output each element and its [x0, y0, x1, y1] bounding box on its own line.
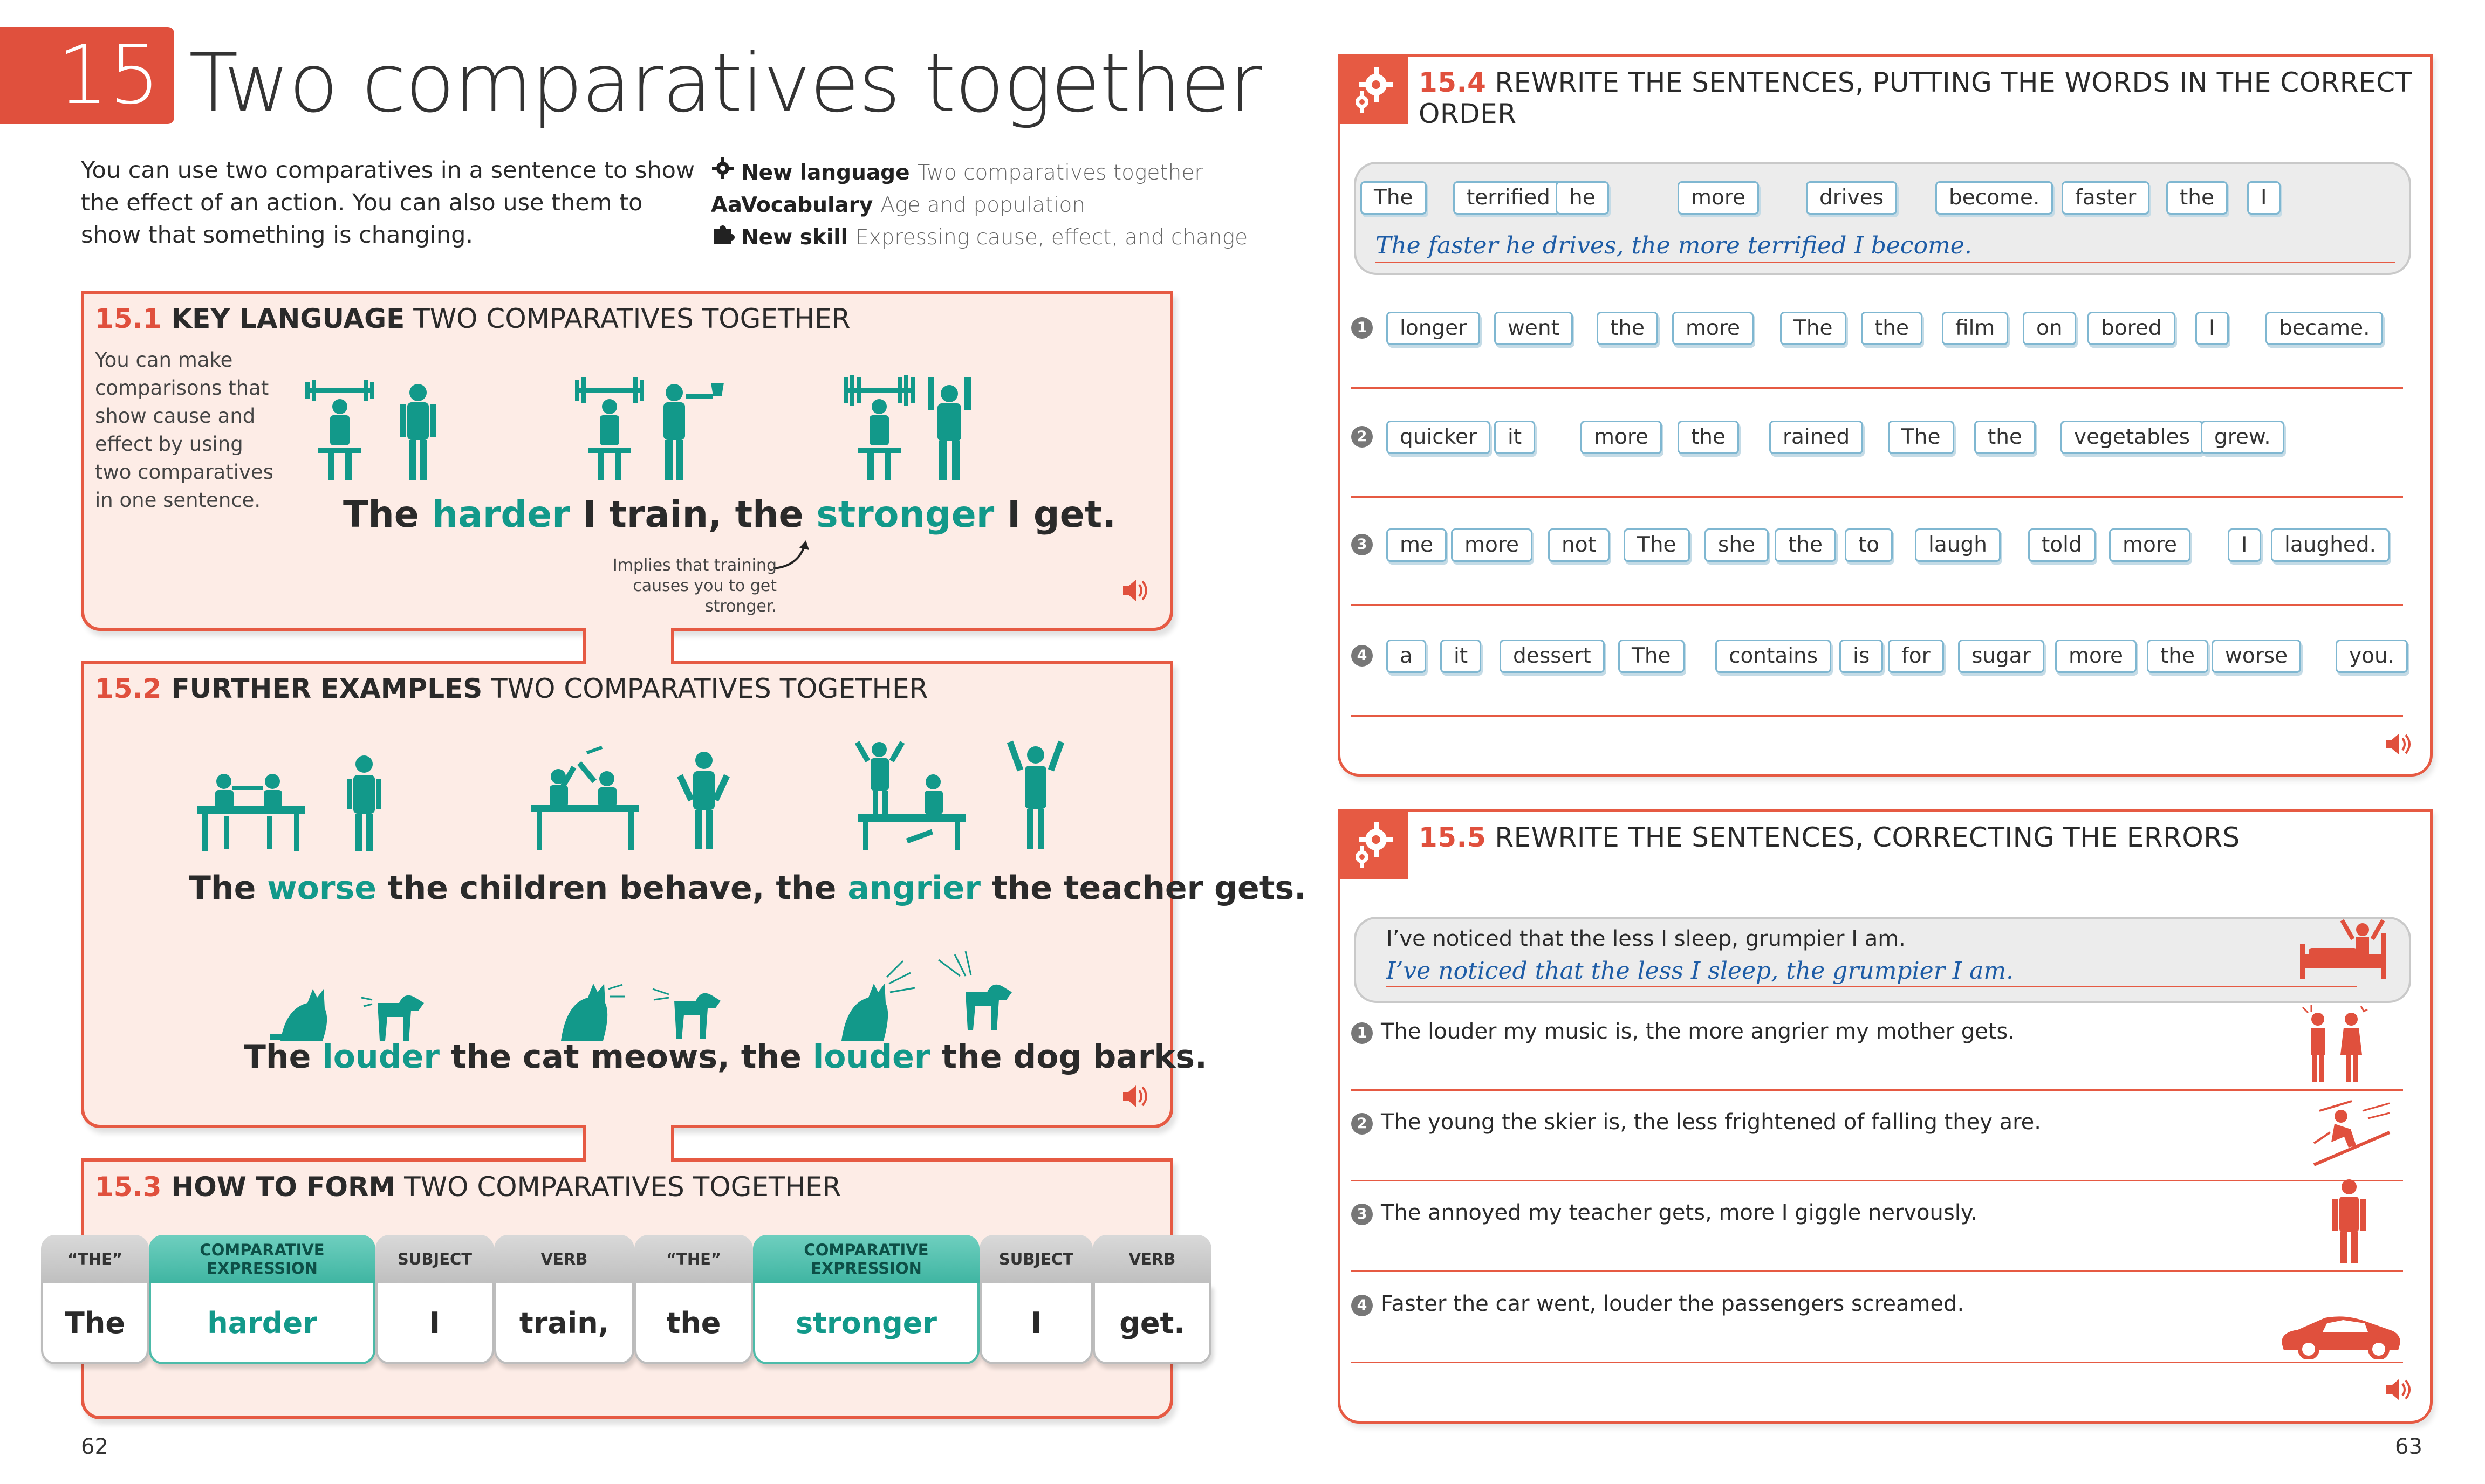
page-number-right: 63 [2395, 1434, 2422, 1459]
speaker-icon[interactable] [2384, 731, 2413, 764]
weightlifter-figure-1 [302, 372, 453, 480]
example-question-15-5: I’ve noticed that the less I sleep, grumpier I am. [1386, 926, 1906, 951]
word-tile[interactable]: on [2023, 312, 2076, 345]
answer-line[interactable] [1351, 1270, 2403, 1272]
word-tile[interactable]: the [1974, 421, 2036, 454]
item-number: 1 [1351, 317, 1373, 339]
chapter-number: 15 [0, 27, 174, 124]
word-tile[interactable]: a [1386, 640, 1426, 673]
word-tile[interactable]: The [1624, 528, 1690, 562]
word-tile[interactable]: the [1678, 421, 1739, 454]
answer-line[interactable] [1351, 496, 2403, 498]
item-number: 3 [1351, 534, 1373, 555]
word-tile[interactable]: more [1678, 181, 1759, 215]
heading-15-2: 15.2 FURTHER EXAMPLES TWO COMPARATIVES TOGETHER [95, 673, 928, 704]
word-tile[interactable]: me [1386, 528, 1447, 562]
panel-connector [586, 1156, 671, 1164]
word-tile[interactable]: the [1597, 312, 1658, 345]
formula-piece-the: “THE” the [634, 1235, 753, 1364]
meta-list [711, 156, 1248, 254]
word-tile[interactable]: vegetables [2060, 421, 2203, 454]
word-tile[interactable]: went [1494, 312, 1573, 345]
formula-piece-subject: SUBJECT I [375, 1235, 494, 1364]
question-text: Faster the car went, louder the passengers screamed. [1381, 1291, 1964, 1316]
speaker-icon[interactable] [2384, 1376, 2413, 1410]
answer-line[interactable] [1351, 1089, 2403, 1091]
word-tile[interactable]: film [1942, 312, 2008, 345]
formula-piece-the: “THE” The [41, 1235, 149, 1364]
speaker-icon[interactable] [1121, 577, 1150, 610]
panel-connector [583, 628, 674, 663]
cat-dog-figure-3 [831, 949, 1025, 1046]
word-tile[interactable]: dessert [1500, 640, 1605, 673]
word-tile[interactable]: more [1672, 312, 1754, 345]
puzzle-icon [711, 221, 741, 254]
note-text: Implies that training causes you to get stronger. [612, 556, 777, 616]
word-tile[interactable]: more [2055, 640, 2137, 673]
classroom-figure-1 [191, 752, 396, 855]
word-tile[interactable]: I [2228, 528, 2261, 562]
angry-people-icon [2301, 1004, 2371, 1085]
formula-piece-comparative: COMPARATIVE EXPRESSION harder [149, 1235, 375, 1364]
item-number: 3 [1351, 1204, 1373, 1225]
question-text: The annoyed my teacher gets, more I giggle nervously. [1381, 1200, 1977, 1225]
answer-line[interactable] [1351, 715, 2403, 717]
note-arrow [771, 539, 814, 572]
bed-icon [2298, 917, 2390, 981]
word-tile[interactable]: it [1494, 421, 1535, 454]
word-tile[interactable]: for [1888, 640, 1944, 673]
meta-new-language: New language Two comparatives together [711, 156, 1248, 189]
word-tile[interactable]: the [2166, 181, 2228, 215]
vocabulary-icon: Aa [711, 193, 742, 217]
example-answer-15-4: The faster he drives, the more terrified I become. [1375, 232, 1972, 259]
cat-dog-figure-1 [270, 971, 442, 1046]
panel-connector [586, 659, 671, 667]
heading-15-1: 15.1 KEY LANGUAGE TWO COMPARATIVES TOGETHER [95, 303, 851, 334]
word-tile[interactable]: the [1861, 312, 1922, 345]
word-tile[interactable]: more [1451, 528, 1532, 562]
classroom-figure-2 [526, 744, 742, 852]
item-number: 2 [1351, 1113, 1373, 1135]
answer-line [1375, 262, 2395, 263]
weightlifter-figure-2 [572, 372, 728, 480]
skier-icon [2309, 1100, 2395, 1170]
word-tile[interactable]: worse [2212, 640, 2301, 673]
item-number: 4 [1351, 1295, 1373, 1316]
word-tile[interactable]: to [1845, 528, 1893, 562]
item-number: 4 [1351, 645, 1373, 667]
item-number: 2 [1351, 426, 1373, 448]
question-text: The young the skier is, the less frightened of falling they are. [1381, 1110, 2042, 1135]
heading-15-5: 15.5 REWRITE THE SENTENCES, CORRECTING THE ERRORS [1419, 822, 2240, 853]
word-tile[interactable]: terrified [1453, 181, 1564, 215]
meta-new-skill: New skill Expressing cause, effect, and change [711, 221, 1248, 254]
word-tile[interactable]: longer [1386, 312, 1480, 345]
word-tile[interactable]: faster [2062, 181, 2149, 215]
cat-dog-figure-2 [550, 965, 744, 1046]
word-tile[interactable]: rained [1769, 421, 1863, 454]
word-tile[interactable]: The [1360, 181, 1427, 215]
word-tile[interactable]: sugar [1958, 640, 2044, 673]
example-sentence-2: The louder the cat meows, the louder the dog barks. [244, 1038, 1207, 1076]
answer-line[interactable] [1351, 387, 2403, 389]
word-tile[interactable]: he [1556, 181, 1609, 215]
word-tile[interactable]: bored [2087, 312, 2175, 345]
gear-tab-15-4 [1338, 54, 1408, 124]
gear-icon [1347, 63, 1399, 115]
example-answer-15-5: I’ve noticed that the less I sleep, the grumpier I am. [1386, 957, 2014, 985]
word-tile[interactable]: laugh [1915, 528, 2001, 562]
word-tile[interactable]: I [2195, 312, 2229, 345]
word-tile[interactable]: grew. [2201, 421, 2284, 454]
formula-piece-subject: SUBJECT I [980, 1235, 1093, 1364]
word-tile[interactable]: drives [1806, 181, 1897, 215]
word-tile[interactable]: told [2028, 528, 2096, 562]
formula-piece-comparative: COMPARATIVE EXPRESSION stronger [753, 1235, 980, 1364]
key-sentence: The harder I train, the stronger I get. [343, 493, 1117, 536]
side-text-15-1: You can make comparisons that show cause and effect by using two comparatives in one sentence. [95, 348, 273, 512]
meta-vocabulary: Aa Vocabulary Age and population [711, 189, 1248, 221]
page-number-left: 62 [81, 1434, 108, 1459]
word-tile[interactable]: quicker [1386, 421, 1490, 454]
word-tile[interactable]: it [1440, 640, 1481, 673]
answer-line[interactable] [1351, 1362, 2403, 1363]
answer-line [1386, 986, 2357, 987]
word-tile[interactable]: became. [2265, 312, 2383, 345]
heading-15-3: 15.3 HOW TO FORM TWO COMPARATIVES TOGETHER [95, 1171, 841, 1203]
speaker-icon[interactable] [1121, 1083, 1150, 1116]
word-tile[interactable]: she [1704, 528, 1769, 562]
word-tile[interactable]: I [2247, 181, 2281, 215]
word-tile[interactable]: contains [1715, 640, 1831, 673]
item-number: 1 [1351, 1022, 1373, 1044]
chapter-title: Two comparatives together [189, 37, 1262, 130]
word-tile[interactable]: The [1780, 312, 1846, 345]
word-tile[interactable]: more [1580, 421, 1662, 454]
formula-piece-verb: VERB train, [494, 1235, 634, 1364]
word-tile[interactable]: The [1888, 421, 1954, 454]
weightlifter-figure-3 [841, 372, 982, 480]
word-tile[interactable]: more [2109, 528, 2190, 562]
gear-icon [711, 156, 741, 189]
gear-icon [1347, 818, 1399, 870]
answer-line[interactable] [1351, 604, 2403, 606]
word-tile[interactable]: the [2147, 640, 2208, 673]
word-tile[interactable]: laughed. [2271, 528, 2390, 562]
word-tile[interactable]: you. [2336, 640, 2408, 673]
gear-tab-15-5 [1338, 809, 1408, 879]
word-tile[interactable]: the [1775, 528, 1836, 562]
answer-line[interactable] [1351, 1180, 2403, 1181]
word-tile[interactable]: become. [1935, 181, 2053, 215]
example-sentence-1: The worse the children behave, the angrier the teacher gets. [189, 869, 1306, 907]
formula-piece-verb: VERB get. [1093, 1235, 1211, 1364]
question-text: The louder my music is, the more angrier my mother gets. [1381, 1019, 2015, 1044]
word-tile[interactable]: is [1839, 640, 1883, 673]
word-tile[interactable]: The [1618, 640, 1685, 673]
car-icon [2276, 1310, 2406, 1359]
heading-15-4: 15.4 REWRITE THE SENTENCES, PUTTING THE WORDS IN THE CORRECT ORDER [1419, 67, 2412, 129]
classroom-figure-3 [852, 739, 1079, 852]
teacher-icon [2327, 1178, 2371, 1265]
word-tile[interactable]: not [1548, 528, 1610, 562]
intro-text: You can use two comparatives in a sentence to show the effect of an action. You can also use them to show that something is changing. [81, 157, 695, 249]
panel-connector [583, 1125, 674, 1160]
